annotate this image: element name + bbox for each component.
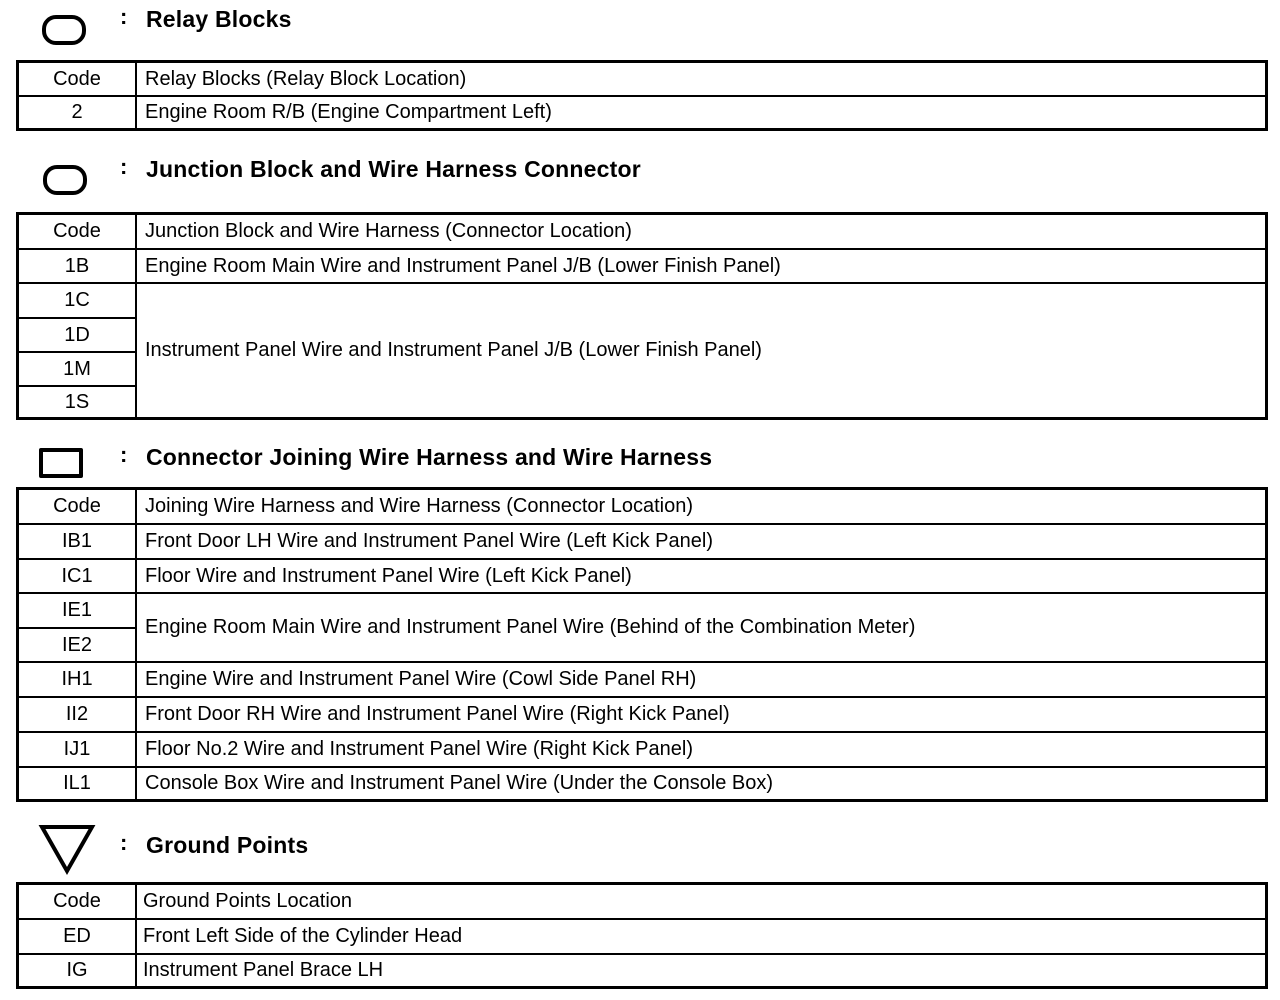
table-row (18, 96, 1267, 130)
junction-block-table (16, 212, 1268, 420)
section-colon: : (120, 830, 128, 855)
section-title: Relay Blocks (146, 6, 292, 32)
table-row (18, 593, 1267, 628)
code-cell: ED (18, 919, 137, 954)
section-title: Junction Block and Wire Harness Connector (146, 156, 641, 182)
table-header-row (18, 214, 1267, 249)
table-header-row (18, 884, 1267, 919)
location-cell: Floor No.2 Wire and Instrument Panel Wire (Right Kick Panel) (136, 732, 1267, 767)
section-colon: : (120, 154, 128, 179)
code-cell: IE2 (18, 628, 137, 662)
location-cell: Front Left Side of the Cylinder Head (136, 919, 1267, 954)
table-row (18, 524, 1267, 559)
code-cell: 1S (18, 386, 137, 419)
code-header: Code (18, 214, 137, 249)
location-cell: Engine Wire and Instrument Panel Wire (Cowl Side Panel RH) (136, 662, 1267, 697)
code-cell: IG (18, 954, 137, 988)
section-title: Connector Joining Wire Harness and Wire Harness (146, 444, 713, 470)
code-header: Code (18, 884, 137, 919)
code-cell: 2 (18, 96, 137, 130)
code-cell: IH1 (18, 662, 137, 697)
connector-table (16, 487, 1268, 802)
table-row (18, 559, 1267, 593)
location-header: Junction Block and Wire Harness (Connector Location) (136, 214, 1267, 249)
code-header: Code (18, 489, 137, 524)
location-cell: Front Door RH Wire and Instrument Panel Wire (Right Kick Panel) (136, 697, 1267, 732)
code-cell: IL1 (18, 767, 137, 801)
table-row (18, 283, 1267, 318)
code-cell: 1B (18, 249, 137, 283)
section-colon: : (120, 4, 128, 29)
location-cell: Engine Room Main Wire and Instrument Panel Wire (Behind of the Combination Meter) (136, 593, 1267, 662)
location-header: Ground Points Location (136, 884, 1267, 919)
location-header: Joining Wire Harness and Wire Harness (Connector Location) (136, 489, 1267, 524)
relay-blocks-table (16, 60, 1268, 131)
location-cell: Console Box Wire and Instrument Panel Wire (Under the Console Box) (136, 767, 1267, 801)
junction-block-symbol-icon (43, 165, 87, 195)
location-cell: Instrument Panel Wire and Instrument Panel J/B (Lower Finish Panel) (136, 283, 1267, 419)
ground-point-triangle-icon (38, 824, 96, 876)
section-header-junction-block (0, 152, 1280, 196)
table-row (18, 954, 1267, 988)
section-title: Ground Points (146, 832, 309, 858)
table-row (18, 919, 1267, 954)
table-header-row (18, 489, 1267, 524)
code-cell: IB1 (18, 524, 137, 559)
table-row (18, 249, 1267, 283)
section-header-relay-blocks (0, 2, 1280, 46)
table-row (18, 662, 1267, 697)
code-header: Code (18, 62, 137, 96)
code-cell: 1C (18, 283, 137, 318)
location-header: Relay Blocks (Relay Block Location) (136, 62, 1267, 96)
location-cell: Floor Wire and Instrument Panel Wire (Left Kick Panel) (136, 559, 1267, 593)
code-cell: IE1 (18, 593, 137, 628)
code-cell: II2 (18, 697, 137, 732)
table-row (18, 732, 1267, 767)
ground-points-table (16, 882, 1268, 989)
code-cell: 1D (18, 318, 137, 352)
section-header-ground-points (0, 828, 1280, 872)
code-cell: 1M (18, 352, 137, 386)
section-header-connector (0, 440, 1280, 484)
location-cell: Front Door LH Wire and Instrument Panel Wire (Left Kick Panel) (136, 524, 1267, 559)
location-cell: Engine Room Main Wire and Instrument Panel J/B (Lower Finish Panel) (136, 249, 1267, 283)
location-cell: Instrument Panel Brace LH (136, 954, 1267, 988)
relay-block-symbol-icon (42, 15, 86, 45)
table-row (18, 767, 1267, 801)
table-header-row (18, 62, 1267, 96)
table-row (18, 697, 1267, 732)
code-cell: IJ1 (18, 732, 137, 767)
connector-symbol-icon (39, 448, 83, 478)
section-colon: : (120, 442, 128, 467)
location-cell: Engine Room R/B (Engine Compartment Left) (136, 96, 1267, 130)
code-cell: IC1 (18, 559, 137, 593)
